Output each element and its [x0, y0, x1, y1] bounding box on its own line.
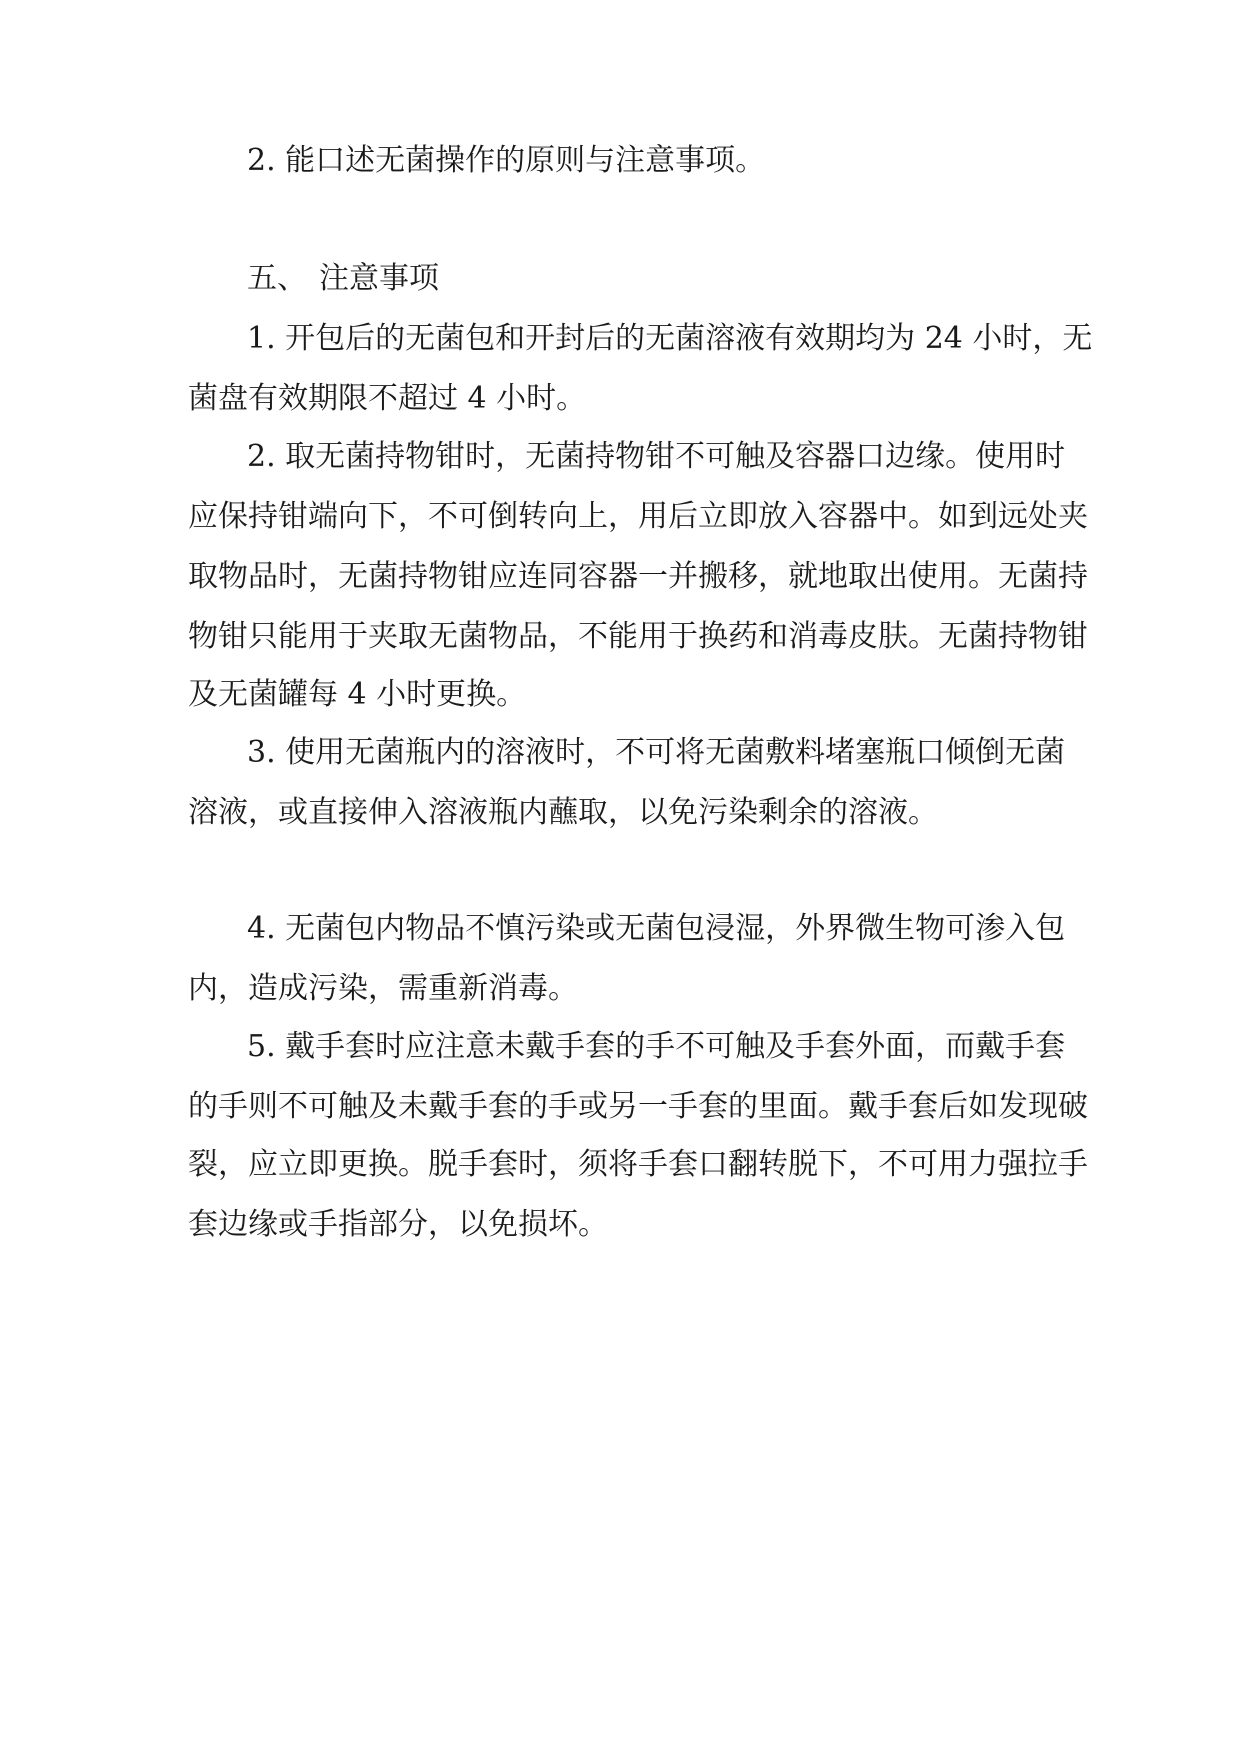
note-line: 溶液，或直接伸入溶液瓶内蘸取，以免污染剩余的溶液。 — [188, 795, 938, 830]
note-line: 4. 无菌包内物品不慎污染或无菌包浸湿，外界微生物可渗入包 — [247, 911, 1066, 946]
note-line: 套边缘或手指部分，以免损坏。 — [188, 1207, 608, 1242]
section-heading — [247, 248, 439, 310]
note-line: 应保持钳端向下，不可倒转向上，用后立即放入容器中。如到远处夹 — [188, 499, 1088, 534]
note-line: 内，造成污染，需重新消毒。 — [188, 971, 578, 1006]
note-line: 取物品时，无菌持物钳应连同容器一并搬移，就地取出使用。无菌持 — [188, 559, 1088, 594]
objective-item-2: 2. 能口述无菌操作的原则与注意事项。 — [247, 143, 766, 178]
section-number: 五、 — [247, 261, 307, 296]
note-line: 5. 戴手套时应注意未戴手套的手不可触及手套外面，而戴手套 — [247, 1029, 1066, 1064]
note-line: 3. 使用无菌瓶内的溶液时，不可将无菌敷料堵塞瓶口倾倒无菌 — [247, 735, 1066, 770]
note-line: 物钳只能用于夹取无菌物品，不能用于换药和消毒皮肤。无菌持物钳 — [188, 619, 1088, 654]
note-line: 的手则不可触及未戴手套的手或另一手套的里面。戴手套后如发现破 — [188, 1089, 1088, 1124]
note-line: 2. 取无菌持物钳时，无菌持物钳不可触及容器口边缘。使用时 — [247, 439, 1066, 474]
note-line: 菌盘有效期限不超过 4 小时。 — [188, 381, 587, 416]
note-line: 1. 开包后的无菌包和开封后的无菌溶液有效期均为 24 小时，无 — [247, 321, 1093, 356]
note-line: 裂，应立即更换。脱手套时，须将手套口翻转脱下，不可用力强拉手 — [188, 1147, 1088, 1182]
note-line: 及无菌罐每 4 小时更换。 — [188, 677, 527, 712]
section-title: 注意事项 — [319, 261, 439, 296]
